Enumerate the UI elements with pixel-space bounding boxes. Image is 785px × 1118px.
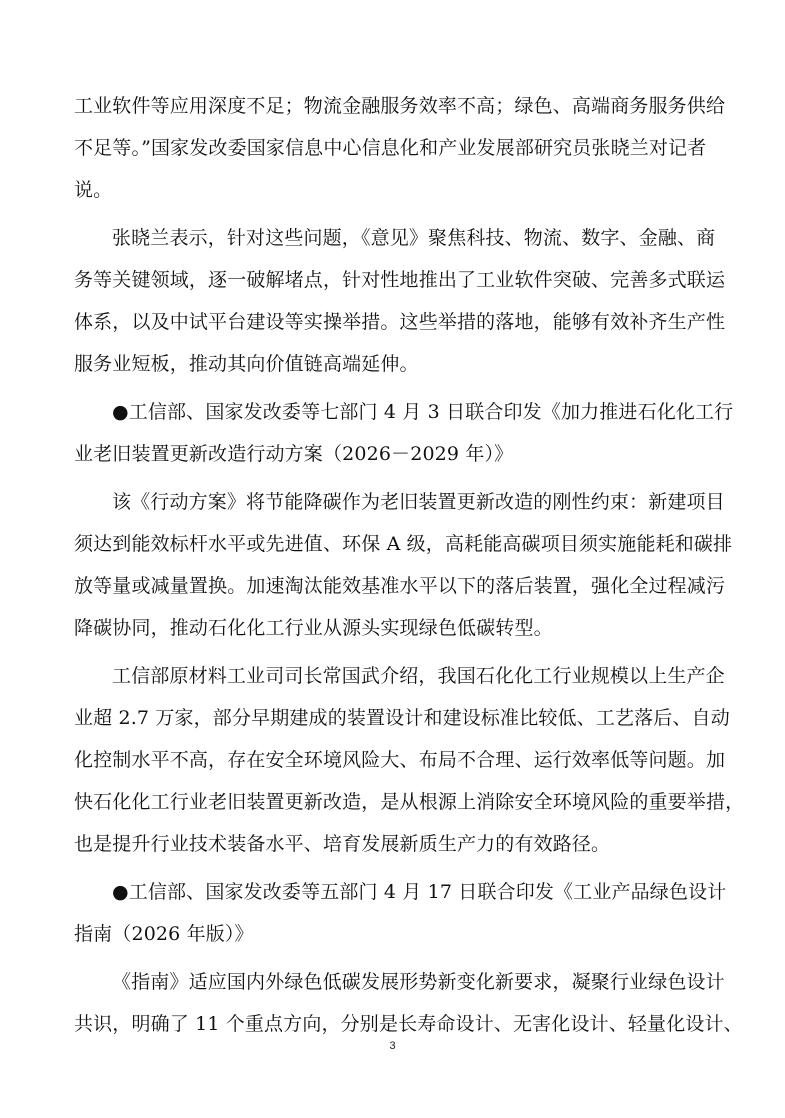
text-line: 体系，以及中试平台建设等实操举措。这些举措的落地，能够有效补齐生产性 bbox=[74, 311, 726, 333]
text-line: 也是提升行业技术装备水平、培育发展新质生产力的有效路径。 bbox=[74, 833, 611, 855]
text-line: 务等关键领域，逐一破解堵点，针对性地推出了工业软件突破、完善多式联运 bbox=[74, 269, 726, 291]
text-line: 工信部原材料工业司司长常国武介绍，我国石化化工行业规模以上生产企 bbox=[112, 665, 725, 687]
text-line: ●工信部、国家发改委等七部门 4 月 3 日联合印发《加力推进石化化工行 bbox=[112, 401, 734, 423]
text-line: 化控制水平不高，存在安全环境风险大、布局不合理、运行效率低等问题。加 bbox=[74, 749, 726, 771]
text-line: 业超 2.7 万家，部分早期建成的装置设计和建设标准比较低、工艺落后、自动 bbox=[74, 707, 730, 729]
text-line: 不足等。”国家发改委国家信息中心信息化和产业发展部研究员张晓兰对记者 bbox=[74, 137, 707, 159]
bullet-heading-petrochemical bbox=[74, 391, 734, 475]
text-line: 说。 bbox=[74, 179, 113, 201]
text-line: 共识，明确了 11 个重点方向，分别是长寿命设计、无害化设计、轻量化设计、 bbox=[74, 1013, 743, 1035]
text-line: 工业软件等应用深度不足；物流金融服务效率不高；绿色、高端商务服务供给 bbox=[74, 95, 726, 117]
text-line: 张晓兰表示，针对这些问题，《意见》聚焦科技、物流、数字、金融、商 bbox=[112, 227, 716, 249]
document-body bbox=[74, 85, 745, 1051]
text-line: 快石化化工行业老旧装置更新改造，是从根源上消除安全环境风险的重要举措， bbox=[74, 791, 745, 813]
text-line: 业老旧装置更新改造行动方案（2026－2029 年）》 bbox=[74, 443, 514, 465]
page-number: 3 bbox=[389, 1040, 396, 1052]
paragraph-chang-guowu bbox=[74, 655, 745, 865]
text-line: ●工信部、国家发改委等五部门 4 月 17 日联合印发《工业产品绿色设计 bbox=[112, 881, 727, 903]
text-line: 降碳协同，推动石化化工行业从源头实现绿色低碳转型。 bbox=[74, 617, 553, 639]
paragraph-action-plan bbox=[74, 481, 733, 649]
paragraph-guideline bbox=[74, 961, 743, 1045]
bullet-heading-green-design bbox=[74, 871, 727, 955]
text-line: 指南（2026 年版）》 bbox=[74, 923, 254, 945]
paragraph-continuation bbox=[74, 85, 726, 211]
text-line: 须达到能效标杆水平或先进值、环保 A 级，高耗能高碳项目须实施能耗和碳排 bbox=[74, 533, 733, 555]
text-line: 该《行动方案》将节能降碳作为老旧装置更新改造的刚性约束：新建项目 bbox=[112, 491, 725, 513]
text-line: 《指南》适应国内外绿色低碳发展形势新变化新要求，凝聚行业绿色设计 bbox=[112, 971, 725, 993]
text-line: 放等量或减量置换。加速淘汰能效基准水平以下的落后装置，强化全过程减污 bbox=[74, 575, 726, 597]
paragraph-zhang-xiaolan bbox=[74, 217, 726, 385]
text-line: 服务业短板，推动其向价值链高端延伸。 bbox=[74, 353, 419, 375]
